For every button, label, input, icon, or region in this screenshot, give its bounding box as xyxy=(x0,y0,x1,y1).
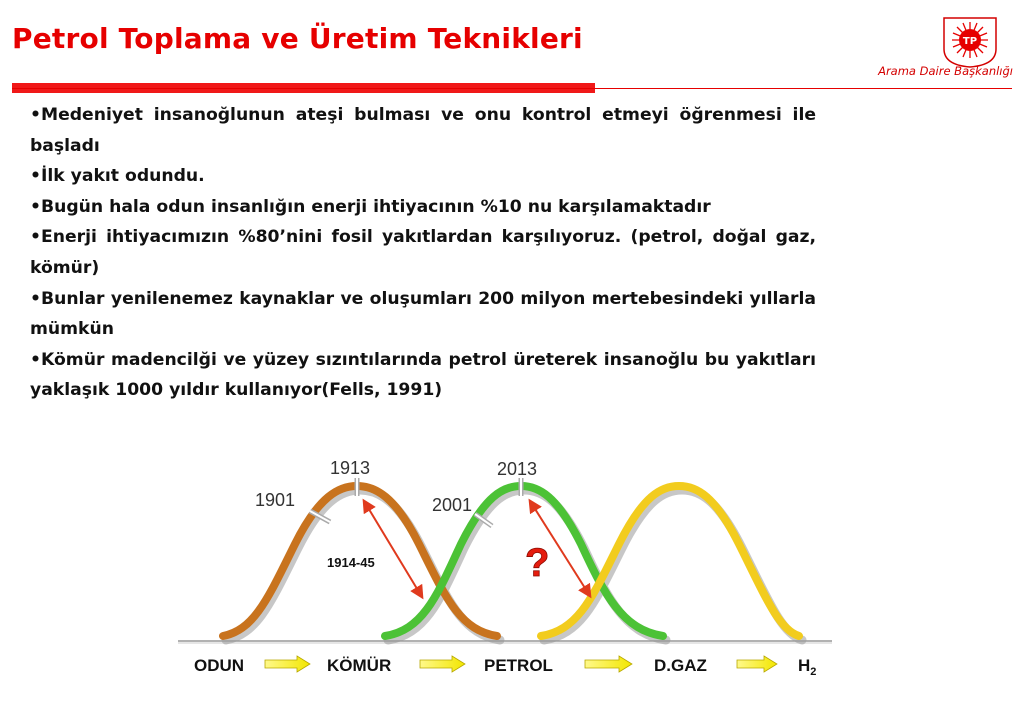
stage-label-odun: ODUN xyxy=(194,656,245,675)
stage-arrow-3 xyxy=(585,656,632,672)
energy-transition-diagram xyxy=(170,448,850,688)
stage-arrow-1 xyxy=(265,656,310,672)
organization-name: Arama Daire Başkanlığı xyxy=(878,64,1013,78)
coal-peak-year-label: 1913 xyxy=(330,458,371,478)
bullet-item: •Enerji ihtiyacımızın %80’nini fosil yakıtlardan karşılıyoruz. (petrol, doğal gaz, kömür) xyxy=(30,227,816,278)
bullet-list xyxy=(30,100,816,406)
coal-start-year-label: 1901 xyxy=(255,490,296,510)
logo-text: TP xyxy=(962,36,978,47)
question-mark: ? xyxy=(525,541,550,585)
stage-arrow-2 xyxy=(420,656,465,672)
header-divider-line xyxy=(12,88,1012,89)
tpao-logo-icon xyxy=(938,13,1002,68)
stage-label-komur: KÖMÜR xyxy=(327,656,392,675)
page-title: Petrol Toplama ve Üretim Teknikleri xyxy=(12,22,583,55)
bullet-item: •Bugün hala odun insanlığın enerji ihtiyacının %10 nu karşılamaktadır xyxy=(30,196,711,217)
gas-curve xyxy=(541,486,799,636)
transition-period-label: 1914-45 xyxy=(327,555,375,570)
stage-label-petrol: PETROL xyxy=(484,656,553,675)
oil-peak-year-label: 2013 xyxy=(497,459,538,479)
bullet-item: •Medeniyet insanoğlunun ateşi bulması ve onu kontrol etmeyi öğrenmesi ile başladı xyxy=(30,105,816,156)
stage-label-dgaz: D.GAZ xyxy=(654,656,707,675)
bullet-item: •Kömür madencilği ve yüzey sızıntılarında petrol üreterek insanoğlu bu yakıtları yaklaşık 1000 yıldır kullanıyor(Fells, 1991) xyxy=(30,349,816,401)
oil-start-year-label: 2001 xyxy=(432,495,473,515)
stage-arrow-4 xyxy=(737,656,777,672)
bullet-item: •Bunlar yenilenemez kaynaklar ve oluşumları 200 milyon mertebesindeki yıllarla mümkün xyxy=(30,288,816,340)
coal-decline-arrow xyxy=(364,501,422,597)
bullet-item: •İlk yakıt odundu. xyxy=(30,166,205,187)
stage-label-h2: $H_2$ xyxy=(798,656,817,678)
